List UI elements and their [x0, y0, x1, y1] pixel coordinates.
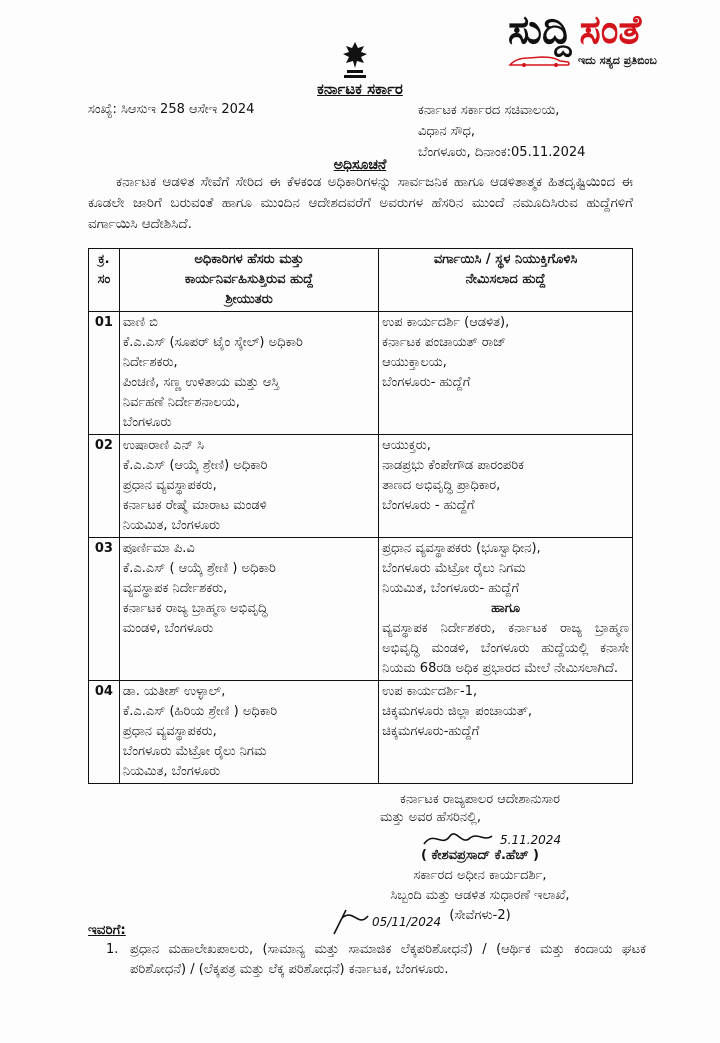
- initial-date: 05/11/2024: [372, 915, 442, 929]
- header-serial-line: ಸಂ: [97, 272, 111, 287]
- officer-line: ಕೆ.ಎ.ಎಸ್ (ಸೂಪರ್ ಟೈಂ ಸ್ಕೇಲ್) ಅಧಿಕಾರಿ: [122, 335, 303, 350]
- posting-line: ನಾಡಪ್ರಭು ಕೆಂಪೇಗೌಡ ಪಾರಂಪರಿಕ: [382, 458, 524, 473]
- officer-line: ಪ್ರಧಾನ ವ್ಯವಸ್ಥಾಪಕರು,: [122, 478, 217, 493]
- header-posting: [379, 249, 633, 312]
- table-header-row: [89, 249, 633, 312]
- posting-line: ಚಿಕ್ಕಮಗಳೂರು ಜಿಲ್ಲಾ ಪಂಚಾಯತ್,: [382, 704, 533, 719]
- officer-line: ಕರ್ನಾಟಕ ರೇಷ್ಮೆ ಮಾರಾಟ ಮಂಡಳಿ: [122, 498, 267, 513]
- table-row: [89, 538, 633, 681]
- office-date-line: ಬೆಂಗಳೂರು, ದಿನಾಂಕ:05.11.2024: [418, 145, 586, 160]
- signatory-section: (ಸೇವೆಗಳು-2): [449, 908, 511, 923]
- officer-line: ಬೆಂಗಳೂರು ಮೆಟ್ರೋ ರೈಲು ನಿಗಮ: [122, 744, 267, 759]
- header-officer-line: ಕಾರ್ಯನಿರ್ವಹಿಸುತ್ತಿರುವ ಹುದ್ದೆ: [184, 272, 314, 287]
- copy-to-heading: ಇವರಿಗೆ:: [88, 922, 126, 938]
- posting-line: ಚಿಕ್ಕಮಗಳೂರು-ಹುದ್ದೆಗೆ: [382, 724, 480, 739]
- posting-line: ಪ್ರಧಾನ ವ್ಯವಸ್ಥಾಪಕರು (ಭೂಸ್ವಾಧೀನ),: [382, 541, 541, 556]
- initial-scribble: [328, 904, 458, 938]
- officer-line: ಉಷಾರಾಣಿ ಎನ್ ಸಿ: [122, 438, 204, 453]
- row-serial: 04: [89, 681, 120, 784]
- news-logo: [508, 8, 708, 72]
- header-serial: [89, 249, 120, 312]
- officer-line: ನಿಯಮಿತ, ಬೆಂಗಳೂರು: [122, 764, 221, 779]
- posting-line: ಬೆಂಗಳೂರು ಮೆಟ್ರೋ ರೈಲು ನಿಗಮ: [382, 561, 526, 576]
- transfer-table: [88, 248, 633, 784]
- officer-line: ಪೂರ್ಣಿಮಾ ಪಿ.ವಿ: [122, 541, 195, 556]
- officer-line: ಕೆ.ಎ.ಎಸ್ (ಹಿರಿಯ ಶ್ರೇಣಿ ) ಅಧಿಕಾರಿ: [122, 704, 278, 719]
- row-officer: [119, 312, 378, 435]
- header-serial-line: ಕ್ರ.: [98, 252, 110, 267]
- row-serial: 03: [89, 538, 120, 681]
- closing-line-2: ಮತ್ತು ಅವರ ಹೆಸರಿನಲ್ಲಿ,: [380, 810, 482, 825]
- officer-line: ಪ್ರಧಾನ ವ್ಯವಸ್ಥಾಪಕರು,: [122, 724, 217, 739]
- table-row: [89, 312, 633, 435]
- posting-line: ಉಪ ಕಾರ್ಯದರ್ಶಿ-1,: [382, 684, 478, 699]
- gandaberunda-emblem-icon: [338, 40, 372, 80]
- row-officer: [119, 538, 378, 681]
- posting-line: ಬೆಂಗಳೂರು - ಹುದ್ದೆಗೆ: [382, 498, 475, 513]
- reference-number: ಸಂಖ್ಯೆ: ಸಿಆಸುಇ 258 ಆಸೇಇ 2024: [88, 102, 255, 117]
- row-officer: [119, 435, 378, 538]
- officer-line: ನಿಯಮಿತ, ಬೆಂಗಳೂರು: [122, 518, 221, 533]
- officer-line: ನಿರ್ದೇಶಕರು,: [122, 355, 178, 370]
- logo-word-1: ಸುದ್ದಿ: [508, 7, 572, 53]
- row-posting: [379, 435, 633, 538]
- row-posting: [379, 681, 633, 784]
- header-officer-line: ಅಧಿಕಾರಿಗಳ ಹೆಸರು ಮತ್ತು: [194, 252, 304, 267]
- additional-charge-text: ವ್ಯವಸ್ಥಾಪಕ ನಿರ್ದೇಶಕರು, ಕರ್ನಾಟಕ ರಾಜ್ಯ ಬ್ರಾಹ್ಮಣ ಅಭಿವೃದ್ಧಿ ಮಂಡಳಿ, ಬೆಂಗಳೂರು ಹುದ್ದೆಯಲ್ಲಿ ಕನಾಸೇ ನಿಯಮ 68ರಡಿ ಅಧಿಕ ಪ್ರಭಾರದ ಮೇಲೆ ನೇಮಿಸಲಾಗಿದೆ.: [382, 621, 629, 676]
- posting-line: ಬೆಂಗಳೂರು- ಹುದ್ದೆಗೆ: [382, 375, 471, 390]
- officer-line: ಬೆಂಗಳೂರು: [122, 415, 172, 430]
- header-officer: [119, 249, 378, 312]
- logo-tagline: ಇದು ಸತ್ಯದ ಪ್ರತಿಬಿಂಬ: [578, 54, 657, 67]
- header-officer-line: ಶ್ರೀಯುತರು: [225, 292, 273, 307]
- officer-line: ಕರ್ನಾಟಕ ರಾಜ್ಯ ಬ್ರಾಹ್ಮಣ ಅಭಿವೃದ್ಧಿ: [122, 601, 268, 616]
- posting-line: ಆಯುಕ್ತರು,: [382, 438, 431, 453]
- logo-title: [508, 8, 641, 52]
- officer-line: ಮಂಡಳಿ, ಬೆಂಗಳೂರು: [122, 621, 214, 636]
- notification-title: ಅಧಿಸೂಚನೆ: [333, 157, 387, 173]
- posting-line: ಆಯುಕ್ತಾಲಯ,: [382, 355, 447, 370]
- table-row: [89, 435, 633, 538]
- officer-line: ವಾಣಿ ಬಿ: [122, 315, 158, 330]
- officer-line: ನಿರ್ವಹಣೆ ನಿರ್ದೇಶನಾಲಯ,: [122, 395, 240, 410]
- posting-line: ನಿಯಮಿತ, ಬೆಂಗಳೂರು- ಹುದ್ದೆಗೆ: [382, 581, 520, 596]
- office-address: [418, 100, 585, 163]
- row-posting: [379, 538, 633, 681]
- closing-line-1: ಕರ್ನಾಟಕ ರಾಜ್ಯಪಾಲರ ಆದೇಶಾನುಸಾರ: [400, 792, 560, 807]
- posting-line: ಕರ್ನಾಟಕ ಪಂಚಾಯತ್ ರಾಜ್: [382, 335, 507, 350]
- officer-line: ವ್ಯವಸ್ಥಾಪಕ ನಿರ್ದೇಶಕರು,: [122, 581, 228, 596]
- row-serial: 02: [89, 435, 120, 538]
- signature-date: 5.11.2024: [500, 833, 562, 847]
- header-posting-line: ವರ್ಗಾಯಿಸಿ / ಸ್ಥಳ ನಿಯುಕ್ತಿಗೊಳಿಸಿ: [433, 252, 578, 267]
- row-serial: 01: [89, 312, 120, 435]
- signatory-designation: ಸರ್ಕಾರದ ಅಧೀನ ಕಾರ್ಯದರ್ಶಿ,: [413, 868, 547, 883]
- logo-word-2: ಸಂತೆ: [579, 7, 642, 53]
- posting-line: ತಾಣದ ಅಭಿವೃದ್ಧಿ ಪ್ರಾಧಿಕಾರ,: [382, 478, 501, 493]
- list-item-number: 1.: [106, 942, 119, 957]
- row-officer: [119, 681, 378, 784]
- signatory-name: ( ಕೇಶವಪ್ರಸಾದ್ ಕೆ.ಹೆಚ್ ): [421, 848, 539, 863]
- officer-line: ಡಾ. ಯತೀಶ್ ಉಳ್ಳಾಲ್,: [122, 684, 226, 699]
- government-title: ಕರ್ನಾಟಕ ಸರ್ಕಾರ: [317, 80, 403, 98]
- posting-line: ಉಪ ಕಾರ್ಯದರ್ಶಿ (ಆಡಳಿತ),: [382, 315, 510, 330]
- office-line: ವಿಧಾನ ಸೌಧ,: [418, 124, 476, 139]
- list-item-text: ಪ್ರಧಾನ ಮಹಾಲೇಖಪಾಲರು, (ಸಾಮಾನ್ಯ ಮತ್ತು ಸಾಮಾಜಿಕ ಲೆಕ್ಕಪರಿಶೋಧನೆ) / (ಆರ್ಥಿಕ ಮತ್ತು ಕಂದಾಯ ಘಟಕ ಪರಿಶೋಧನೆ) / (ಲೆಕ್ಕಪತ್ರ ಮತ್ತು ಲೆಕ್ಕ ಪರಿಶೋಧನೆ) ಕರ್ನಾಟಕ, ಬೆಂಗಳೂರು.: [130, 942, 646, 977]
- officer-line: ಕೆ.ಎ.ಎಸ್ ( ಆಯ್ಕೆ ಶ್ರೇಣಿ ) ಅಧಿಕಾರಿ: [122, 561, 276, 576]
- car-icon: [508, 54, 572, 68]
- row-posting: [379, 312, 633, 435]
- header-posting-line: ನೇಮಿಸಲಾದ ಹುದ್ದೆ: [465, 272, 546, 287]
- office-line: ಕರ್ನಾಟಕ ಸರ್ಕಾರದ ಸಚಿವಾಲಯ,: [418, 103, 560, 118]
- table-row: [89, 681, 633, 784]
- posting-conjunction: ಹಾಗೂ: [491, 601, 521, 616]
- signatory-department: ಸಿಬ್ಬಂದಿ ಮತ್ತು ಆಡಳಿತ ಸುಧಾರಣೆ ಇಲಾಖೆ,: [390, 888, 570, 903]
- officer-line: ಪಿಂಚಣಿ, ಸಣ್ಣ ಉಳಿತಾಯ ಮತ್ತು ಆಸ್ತಿ: [122, 375, 280, 390]
- officer-line: ಕೆ.ಎ.ಎಸ್ (ಆಯ್ಕೆ ಶ್ರೇಣಿ) ಅಧಿಕಾರಿ: [122, 458, 268, 473]
- notification-intro: ಕರ್ನಾಟಕ ಆಡಳಿತ ಸೇವೆಗೆ ಸೇರಿದ ಈ ಕೆಳಕಂಡ ಅಧಿಕಾರಿಗಳನ್ನು ಸಾರ್ವಜನಿಕ ಹಾಗೂ ಆಡಳಿತಾತ್ಮಕ ಹಿತದೃಷ್ಟಿಯಿಂದ ಈ ಕೂಡಲೇ ಜಾರಿಗೆ ಬರುವಂತೆ ಹಾಗೂ ಮುಂದಿನ ಆದೇಶದವರೆಗೆ ಅವರುಗಳ ಹೆಸರಿನ ಮುಂದೆ ನಮೂದಿಸಿರುವ ಹುದ್ದೆಗಳಿಗೆ ವರ್ಗಾಯಿಸಿ ಆದೇಶಿಸಿದೆ.: [88, 174, 633, 232]
